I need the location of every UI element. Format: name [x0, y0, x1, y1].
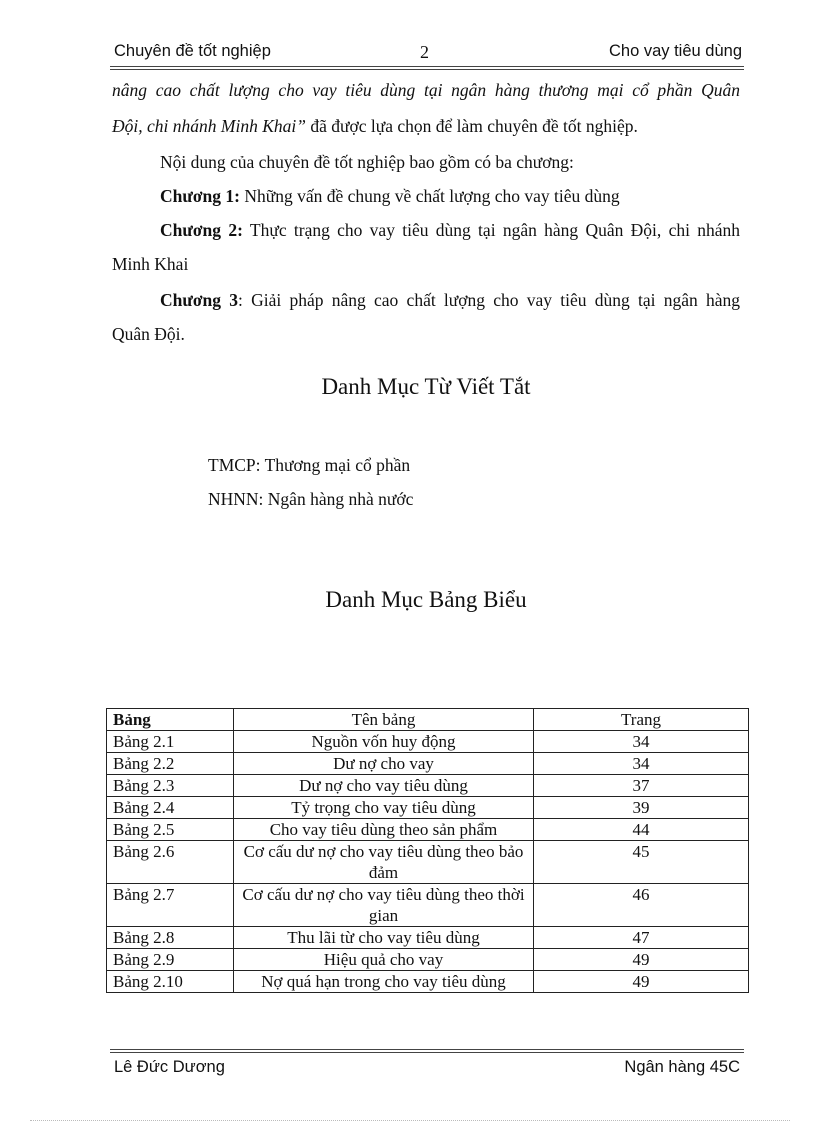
row-page: 44 — [534, 819, 749, 841]
abbreviation-item: NHNN: Ngân hàng nhà nước — [208, 489, 414, 509]
row-page: 39 — [534, 797, 749, 819]
content-intro: Nội dung của chuyên đề tốt nghiệp bao gồm có ba chương: — [160, 152, 574, 172]
tables-list-title: Danh Mục Bảng Biểu — [325, 587, 527, 612]
chapter-1-label: Chương 1: — [160, 186, 240, 206]
tables-list-table — [106, 708, 749, 993]
chapter-1-text: Những vấn đề chung về chất lượng cho vay tiêu dùng — [240, 186, 620, 206]
footer-right: Ngân hàng 45C — [624, 1058, 740, 1076]
chapter-2 — [160, 220, 740, 241]
chapter-3-cont: Quân Đội. — [112, 324, 185, 344]
row-table-name: Nợ quá hạn trong cho vay tiêu dùng — [234, 971, 534, 993]
row-page: 34 — [534, 753, 749, 775]
intro-line-2-rest: đã được lựa chọn để làm chuyên đề tốt nghiệp. — [305, 116, 638, 136]
row-page: 34 — [534, 731, 749, 753]
table-row — [107, 819, 749, 841]
row-table-id: Bảng 2.9 — [107, 949, 234, 971]
row-table-name: Hiệu quả cho vay — [234, 949, 534, 971]
row-table-name: Cho vay tiêu dùng theo sản phẩm — [234, 819, 534, 841]
chapter-2-text: Thực trạng cho vay tiêu dùng tại ngân hàng Quân Đội, chi nhánh — [242, 220, 741, 240]
row-table-name: Dư nợ cho vay tiêu dùng — [234, 775, 534, 797]
row-page: 37 — [534, 775, 749, 797]
page-number: 2 — [420, 42, 429, 62]
row-table-name: Nguồn vốn huy động — [234, 731, 534, 753]
table-header-row — [107, 709, 749, 731]
header-rule — [110, 66, 744, 70]
row-table-id: Bảng 2.3 — [107, 775, 234, 797]
row-table-id: Bảng 2.7 — [107, 884, 234, 927]
intro-line-2-italic: Đội, chi nhánh Minh Khai” — [112, 116, 306, 136]
table-row — [107, 971, 749, 993]
table-row — [107, 753, 749, 775]
page-edge — [30, 1120, 790, 1121]
footer-left: Lê Đức Dương — [114, 1058, 225, 1076]
chapter-3-label: Chương 3 — [160, 290, 239, 310]
table-row — [107, 884, 749, 927]
intro-line-1: nâng cao chất lượng cho vay tiêu dùng tại ngân hàng thương mại cổ phần Quân — [112, 80, 740, 100]
chapter-3 — [160, 290, 740, 311]
row-table-id: Bảng 2.8 — [107, 927, 234, 949]
chapter-1 — [160, 186, 620, 207]
row-table-name: Cơ cấu dư nợ cho vay tiêu dùng theo thời gian — [234, 884, 534, 927]
table-row — [107, 927, 749, 949]
row-table-id: Bảng 2.6 — [107, 841, 234, 884]
table-row — [107, 841, 749, 884]
row-table-id: Bảng 2.1 — [107, 731, 234, 753]
table-row — [107, 731, 749, 753]
row-table-id: Bảng 2.5 — [107, 819, 234, 841]
abbreviations-title: Danh Mục Từ Viết Tắt — [321, 374, 531, 399]
row-page: 49 — [534, 949, 749, 971]
header-cell-name: Tên bảng — [234, 709, 534, 731]
row-table-id: Bảng 2.2 — [107, 753, 234, 775]
row-table-name: Tỷ trọng cho vay tiêu dùng — [234, 797, 534, 819]
chapter-3-text: : Giải pháp nâng cao chất lượng cho vay tiêu dùng tại ngân hàng — [238, 290, 740, 310]
page-header — [110, 40, 742, 66]
table-row — [107, 775, 749, 797]
table-row — [107, 949, 749, 971]
header-left: Chuyên đề tốt nghiệp — [114, 42, 271, 60]
row-table-name: Dư nợ cho vay — [234, 753, 534, 775]
intro-line-2 — [112, 116, 638, 137]
row-table-name: Cơ cấu dư nợ cho vay tiêu dùng theo bảo đảm — [234, 841, 534, 884]
abbreviation-item: TMCP: Thương mại cổ phần — [208, 455, 411, 475]
page-footer — [110, 1058, 742, 1084]
row-page: 46 — [534, 884, 749, 927]
header-cell-table: Bảng — [107, 709, 234, 731]
row-page: 47 — [534, 927, 749, 949]
row-table-id: Bảng 2.10 — [107, 971, 234, 993]
header-right: Cho vay tiêu dùng — [608, 42, 742, 60]
header-cell-page: Trang — [534, 709, 749, 731]
table-row — [107, 797, 749, 819]
row-page: 45 — [534, 841, 749, 884]
row-table-id: Bảng 2.4 — [107, 797, 234, 819]
row-table-name: Thu lãi từ cho vay tiêu dùng — [234, 927, 534, 949]
row-page: 49 — [534, 971, 749, 993]
chapter-2-label: Chương 2: — [160, 220, 243, 240]
footer-rule — [110, 1049, 744, 1053]
table-body — [107, 731, 749, 993]
chapter-2-cont: Minh Khai — [112, 254, 189, 274]
